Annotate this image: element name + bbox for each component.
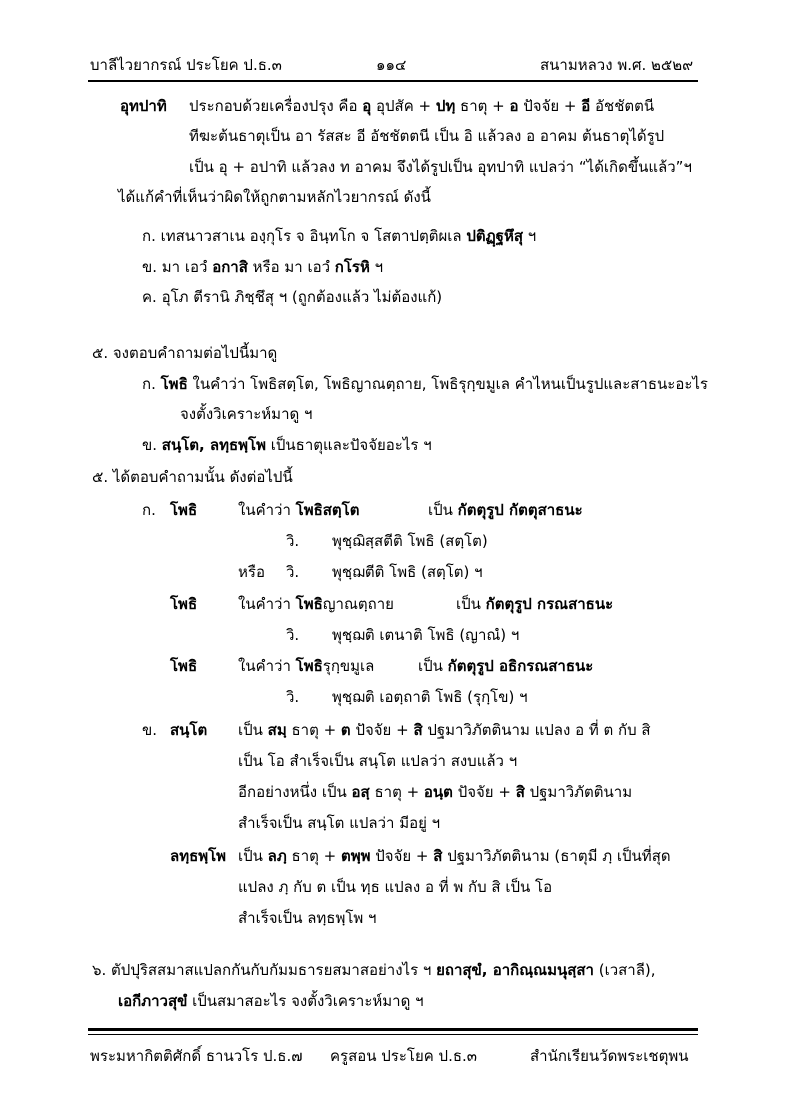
a5-bodhi-1: โพธิ	[170, 501, 198, 519]
sec1-item-kho: ค. อุโภ ตีรานิ ภิชฺชึสุ ฯ (ถูกต้องแล้ว ไม่ต้องแก้)	[142, 288, 443, 306]
q5-item-ka-line2: จงตั้งวิเคราะห์มาดู ฯ	[180, 405, 313, 423]
a5-laddhabbo-line3: สำเร็จเป็น ลทฺธพฺโพ ฯ	[238, 909, 377, 927]
sec1-line1: ประกอบด้วยเครื่องปรุง คือ อุ อุปสัค + ปทฺ ธาตุ + อ ปัจจัย + อี อัชชัตตนี	[189, 97, 655, 115]
sec1-item-kha: ข. มา เอวํ อกาสิ หรือ มา เอวํ กโรหิ ฯ	[142, 258, 384, 276]
a5-laddhabbo: ลทฺธพฺโพ	[170, 847, 227, 865]
a5-santo-line3: อีกอย่างหนึ่ง เป็น อสฺ ธาตุ + อนฺต ปัจจัย + สิ ปฐมาวิภัตตินาม	[238, 783, 633, 801]
footer-rule-bottom	[88, 1034, 698, 1035]
a5-or: หรือ	[238, 563, 265, 581]
a5-bodhi-3: โพธิ	[170, 657, 198, 675]
q5-heading: ๕. จงตอบคำถามต่อไปนี้มาดู	[92, 344, 278, 362]
a5-laddhabbo-line1: เป็น ลภฺ ธาตุ + ตพฺพ ปัจจัย + สิ ปฐมาวิภัตตินาม (ธาตุมี ภฺ เป็นที่สุด	[238, 847, 671, 865]
a5-kha-marker: ข.	[142, 721, 158, 739]
footer-rule-top	[88, 1028, 698, 1031]
a5-vi-4: วิ.	[286, 688, 300, 706]
header-right: สนามหลวง พ.ศ. ๒๕๒๙	[540, 56, 694, 74]
sec1-line3: เป็น อุ + อปาทิ แล้วลง ท อาคม จึงได้รูปเป็น อุทปาทิ แปลว่า “ได้เกิดขึ้นแล้ว”ฯ	[189, 158, 692, 176]
a5-bodhi-1-type: เป็น กัตตุรูป กัตตุสาธนะ	[428, 501, 583, 519]
term-uthapathi: อุทปาทิ	[120, 97, 167, 115]
a5-santo: สนฺโต	[170, 721, 208, 739]
footer-left: พระมหากิตติศักดิ์ ธานวโร ป.ธ.๗	[90, 1047, 303, 1065]
header-page-number: ๑๑๔	[376, 56, 407, 74]
header-left: บาลีไวยากรณ์ ประโยค ป.ธ.๓	[90, 56, 282, 74]
a5-vi-2: วิ.	[286, 563, 300, 581]
a5-bodhi-1-context: ในคำว่า โพธิสตฺโต	[238, 501, 360, 519]
a5-vi-3: วิ.	[286, 626, 300, 644]
a5-ka-marker: ก.	[142, 501, 156, 519]
a5-santo-line4: สำเร็จเป็น สนฺโต แปลว่า มีอยู่ ฯ	[238, 814, 441, 832]
a5-santo-line2: เป็น โอ สำเร็จเป็น สนฺโต แปลว่า สงบแล้ว ฯ	[238, 752, 518, 770]
header-rule	[88, 80, 698, 82]
q6-line2: เอกีภาวสุขํ เป็นสมาสอะไร จงตั้งวิเคราะห์มาดู ฯ	[118, 992, 424, 1010]
a5-santo-line1: เป็น สมฺ ธาตุ + ต ปัจจัย + สิ ปฐมาวิภัตตินาม แปลง อ ที่ ต กับ สิ	[238, 721, 651, 739]
a5-bodhi-3-analysis: พุชฺฌติ เอตฺถาติ โพธิ (รุกฺโข) ฯ	[332, 688, 528, 706]
a5-bodhi-2: โพธิ	[170, 595, 198, 613]
q5-item-kha: ข. สนฺโต, ลทฺธพฺโพ เป็นธาตุและปัจจัยอะไร ฯ	[142, 436, 432, 454]
sec1-line2: ทีฆะต้นธาตุเป็น อา รัสสะ อี อัชชัตตนี เป็น อิ แล้วลง อ อาคม ต้นธาตุได้รูป	[189, 127, 665, 145]
a5-bodhi-2-type: เป็น กัตตุรูป กรณสาธนะ	[456, 595, 614, 613]
a5-laddhabbo-line2: แปลง ภฺ กับ ต เป็น ทฺธ แปลง อ ที่ พ กับ สิ เป็น โอ	[238, 878, 553, 896]
a5-heading: ๕. ได้ตอบคำถามนั้น ดังต่อไปนี้	[92, 468, 293, 486]
sec1-intro: ได้แก้คำที่เห็นว่าผิดให้ถูกตามหลักไวยากรณ์ ดังนี้	[118, 188, 431, 206]
a5-bodhi-2-context: ในคำว่า โพธิญาณตฺถาย	[238, 595, 394, 613]
a5-vi-1: วิ.	[286, 532, 300, 550]
a5-bodhi-1-analysis-2: พุชฺฌตีติ โพธิ (สตฺโต) ฯ	[332, 563, 483, 581]
a5-bodhi-3-type: เป็น กัตตุรูป อธิกรณสาธนะ	[418, 657, 594, 675]
a5-bodhi-1-analysis-1: พุชฺฌิสฺสตีติ โพธิ (สตฺโต)	[332, 532, 488, 550]
q5-item-ka: ก. โพธิ ในคำว่า โพธิสตฺโต, โพธิญาณตฺถาย, โพธิรุกฺขมูเล คำไหนเป็นรูปและสาธนะอะไร	[142, 375, 708, 393]
footer-center: ครูสอน ประโยค ป.ธ.๓	[330, 1047, 478, 1065]
footer-right: สำนักเรียนวัดพระเชตุพน	[530, 1047, 689, 1065]
a5-bodhi-2-analysis: พุชฺฌติ เตนาติ โพธิ (ญาณํ) ฯ	[332, 626, 520, 644]
a5-bodhi-3-context: ในคำว่า โพธิรุกฺขมูเล	[238, 657, 375, 675]
q6-line1: ๖. ตัปปุริสสมาสแปลกกันกับกัมมธารยสมาสอย่างไร ฯ ยถาสุขํ, อากิณฺณมนุสฺสา (เวสาลี),	[92, 961, 656, 979]
sec1-item-ka: ก. เทสนาวสาเน องฺกุโร จ อินฺทโก จ โสตาปตฺติผเล ปติฏฺฐหึสุ ฯ	[142, 227, 537, 245]
